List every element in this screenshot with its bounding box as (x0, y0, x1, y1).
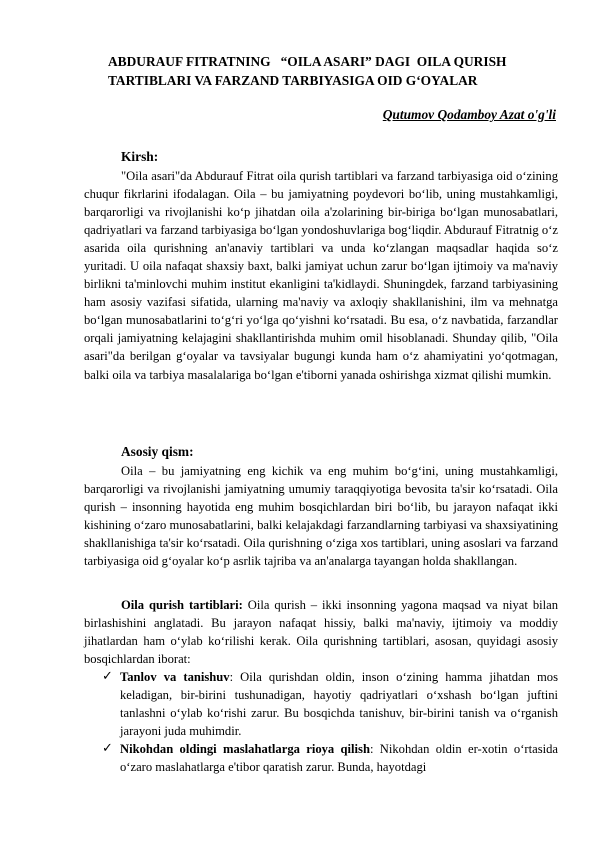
list-item-text: : Oila qurishdan oldin, inson o‘zining hamma jihatdan mos keladigan, bir-birini tushunadigan, hayotiy qadriyatlari o‘xshash bo‘lgan juftini tanlashni o‘ylab ko‘rishi zarur. Bu bosqichda tanishuv, bir-birini tanish va o‘rganish jarayoni juda muhimdir. (120, 670, 558, 739)
author-name: Qutumov Qodamboy Azat o'g'li (382, 107, 556, 122)
main-paragraph-2 (84, 596, 558, 668)
paragraph-body: Oila qurish – ikki insonning yagona maqsad va niyat bilan birlashishini anglatadi. Bu jarayon nafaqat hissiy, balki ma'naviy, ijtimoiy va moddiy jihatlardan ham o‘ylab ko‘rilishi kerak. Oila qurishning tartiblari, asosan, quyidagi asosiy bosqichlardan iborat: (84, 598, 558, 667)
bullet-list (102, 668, 558, 776)
list-item-title: Tanlov va tanishuv (120, 670, 230, 684)
intro-paragraph: "Oila asari"da Abdurauf Fitrat oila qurish tartiblari va farzand tarbiyasiga oid o‘zining chuqur fikrlarini ifodalagan. Oila – bu jamiyatning poydevori bo‘lib, uning mustahkamligi, barqarorligi va rivojlanishi ko‘p jihatdan oila a'zolarining bir-biriga bo‘lgan munosabatlari, qadriyatlari va farzand tarbiyasiga bo‘lgan yondoshuvlariga bog‘liqdir. Abdurauf Fitratnig o‘z asarida oila qurishning an'anaviy tartiblari va unda ko‘zlangan maqsadlar haqida so‘z yuritadi. U oila nafaqat shaxsiy baxt, balki jamiyat uchun zarur bo‘lgan ijtimoiy va ma'naviy birlikni ta'minlovchi muhim institut ekanligini ta'kidlaydi. Shuningdek, farzand tarbiyasining ham asosiy vazifasi sifatida, ularning ma'naviy va axloqiy shakllanishini, ilm va mehnatga bo‘lgan munosabatlarini to‘g‘ri yo‘lga qo‘yishni ko‘rsatadi. Bu esa, o‘z navbatida, farzandlar orqali jamiyatning kelajagini shakllantirishda muhim omil hisoblanadi. Shunday qilib, "Oila asari"da berilgan g‘oyalar va tavsiyalar bugungi kunda ham o‘z ahamiyatini yo‘qotmagan, balki oila va tarbiya masalalariga bo‘lgan e'tiborni yanada oshirishga xizmat qilishi mumkin. (84, 169, 558, 382)
paragraph-lead-bold: Oila qurish tartiblari: (121, 598, 243, 612)
list-item-title: Nikohdan oldingi maslahatlarga rioya qilish (120, 742, 370, 757)
list-item (102, 740, 558, 776)
checkmark-icon: ✓ (102, 669, 113, 684)
checkmark-icon: ✓ (102, 741, 113, 757)
intro-heading: Kirsh: (121, 149, 159, 164)
main-heading: Asosiy qism: (121, 444, 194, 459)
article-title: ABDURAUF FITRATNING “OILA ASARI” DAGI OILA QURISH TARTIBLARI VA FARZAND TARBIYASIGA OID G‘OYALAR (108, 54, 507, 88)
list-item-text: : Nikohdan oldin er-xotin o‘rtasida o‘zaro maslahatlarga e'tibor qaratish zarur. Bunda, hayotdagi (120, 742, 558, 775)
main-paragraph-1: Oila – bu jamiyatning eng kichik va eng muhim bo‘g‘ini, uning mustahkamligi, barqarorligi va rivojlanishi jamiyatning umumiy taraqqiyotiga bevosita ta'sir ko‘rsatadi. Oila qurish – insonning hayotida eng muhim bosqichlardan biri bo‘lib, bu jarayon nafaqat ikki kishining o‘zaro munosabatlarini, balki kelajakdagi farzandlarning tarbiyasi va shaxsiyatining shakllanishiga ta'sir ko‘rsatadi. Oila qurishning o‘ziga xos tartiblari, uning asoslari va farzand tarbiyasiga oid g‘oyalar ko‘p asrlik tajriba va an'analarga tayangan holda shakllangan. (84, 464, 558, 569)
list-item (102, 668, 558, 740)
